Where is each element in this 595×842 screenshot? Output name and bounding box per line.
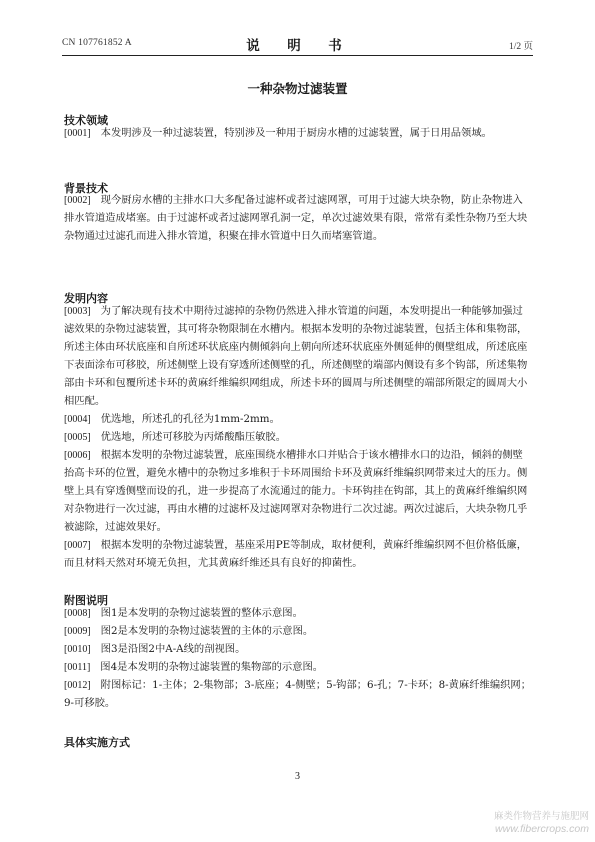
paragraph-0012 [64,677,532,713]
paragraph-number: [0004] [64,414,91,425]
paragraph-text: 图1是本发明的杂物过滤装置的整体示意图。 [100,607,303,619]
document-title: 一种杂物过滤装置 [247,81,348,96]
paragraph-text: 根据本发明的杂物过滤装置，底座围绕水槽排水口并贴合于该水槽排水口的边沿，倾斜的侧壁抬高卡环的位置，避免水槽中的杂物过多堆积于卡环周围给卡环及黄麻纤维编织网带来过大的压力。侧壁上具有穿透侧壁而设的孔，进一步提高了水流通过的能力。卡环钩挂在钩部，其上的黄麻纤维编织网对杂物进行一次过滤，再由水槽的过滤杯及过滤网罩对杂物进行二次过滤。两次过滤后，大块杂物几乎被滤除，过滤效果好。 [64,449,528,533]
paragraph-text: 为了解决现有技术中期待过滤掉的杂物仍然进入排水管道的问题，本发明提出一种能够加强过滤效果的杂物过滤装置，其可将杂物限制在水槽内。根据本发明的杂物过滤装置，包括主体和集物部，所述主体由环状底座和自所述环状底座内侧倾斜向上朝向所述环状底座外侧延伸的侧壁组成，所述底座下表面涂布可移胶，所述侧壁上设有穿透所述侧壁的孔，所述侧壁的端部内侧设有多个钩部，所述集物部由卡环和包覆所述卡环的黄麻纤维编织网组成，所述卡环的圆周与所述侧壁的端部所限定的圆周大小相匹配。 [64,305,528,407]
paragraph-0004 [64,411,532,429]
paragraph-0001 [64,125,532,143]
paragraph-number: [0005] [64,432,91,443]
paragraph-text: 优选地，所述孔的孔径为1mm-2mm。 [100,413,280,425]
paragraph-0011 [64,659,532,677]
paragraph-number: [0002] [64,195,91,206]
paragraph-0010 [64,641,532,659]
paragraph-0003 [64,303,532,410]
header-divider [62,55,533,56]
paragraph-0008 [64,605,532,623]
watermark-url: www.fibercrops.com [495,823,589,835]
paragraph-text: 图4是本发明的杂物过滤装置的集物部的示意图。 [100,661,324,673]
document-type: 说 明 书 [246,38,349,54]
paragraph-text: 现今厨房水槽的主排水口大多配备过滤杯或者过滤网罩，可用于过滤大块杂物，防止杂物进入排水管道造成堵塞。由于过滤杯或者过滤网罩孔洞一定，单次过滤效果有限，常常有柔性杂物乃至大块杂物通过过滤孔而进入排水管道，积聚在排水管道中日久而堵塞管道。 [64,194,528,242]
paragraph-number: [0007] [64,540,91,551]
section-heading-background: 背景技术 [64,182,108,195]
page-number: 3 [295,771,300,782]
paragraph-0007 [64,537,532,573]
paragraph-0005 [64,429,532,447]
paragraph-0006 [64,447,532,537]
section-heading-tech-field: 技术领域 [64,114,108,127]
paragraph-text: 图3是沿图2中A-A线的剖视图。 [100,643,246,655]
paragraph-number: [0008] [64,608,91,619]
patent-number: CN 107761852 A [62,38,132,48]
paragraph-number: [0001] [64,128,91,139]
paragraph-number: [0012] [64,680,91,691]
paragraph-text: 附图标记：1-主体；2-集物部；3-底座；4-侧壁；5-钩部；6-孔；7-卡环；8-黄麻纤维编织网；9-可移胶。 [64,679,532,709]
watermark [449,810,589,836]
watermark-site-name: 麻类作物营养与施肥网 [493,811,589,822]
paragraph-number: [0006] [64,450,91,461]
paragraph-text: 根据本发明的杂物过滤装置，基座采用PE等制成，取材便利，黄麻纤维编织网不但价格低廉，而且材料天然对环境无负担，尤其黄麻纤维还具有良好的抑菌性。 [64,539,527,569]
paragraph-text: 本发明涉及一种过滤装置，特别涉及一种用于厨房水槽的过滤装置，属于日用品领域。 [100,127,492,139]
section-heading-summary: 发明内容 [64,292,108,305]
paragraph-text: 优选地，所述可移胶为丙烯酸酯压敏胶。 [100,431,287,443]
paragraph-number: [0011] [64,662,91,673]
paragraph-0009 [64,623,532,641]
paragraph-text: 图2是本发明的杂物过滤装置的主体的示意图。 [100,625,314,637]
paragraph-0002 [64,192,532,246]
section-heading-embodiment: 具体实施方式 [64,736,130,749]
paragraph-number: [0003] [64,306,91,317]
section-heading-drawings: 附图说明 [64,594,108,607]
paragraph-number: [0010] [64,644,91,655]
page-indicator: 1/2 页 [508,42,533,52]
paragraph-number: [0009] [64,626,91,637]
